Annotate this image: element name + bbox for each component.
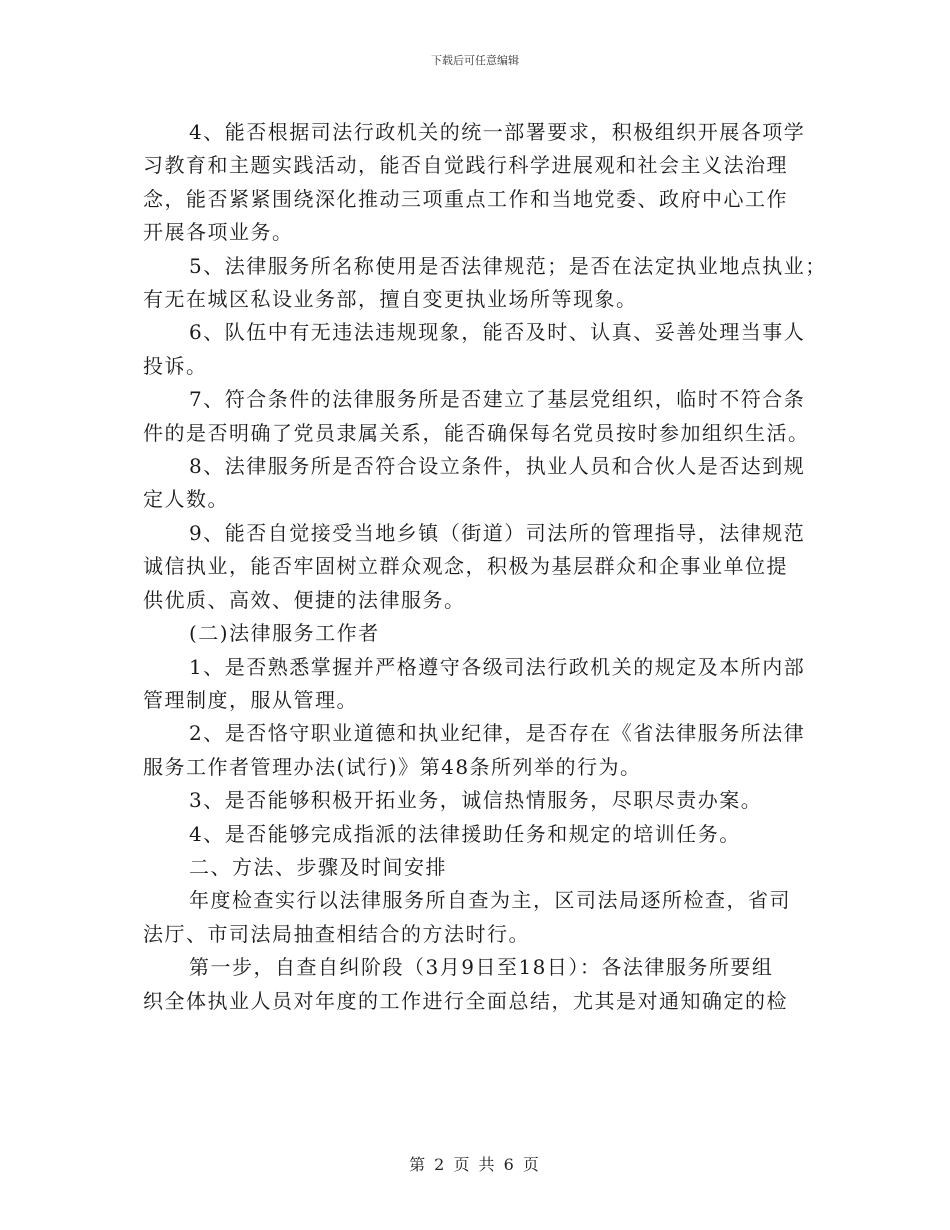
text-line: 件的是否明确了党员隶属关系，能否确保每名党员按时参加组织生活。: [143, 420, 810, 445]
paragraph: [143, 784, 833, 817]
text-line: 2、是否恪守职业道德和执业纪律，是否存在《省法律服务所法律: [189, 721, 806, 746]
paragraph: [143, 316, 833, 383]
text-line: 诚信执业，能否牢固树立群众观念，积极为基层群众和企事业单位提: [143, 554, 788, 579]
text-line: 织全体执业人员对年度的工作进行全面总结，尤其是对通知确定的检: [143, 988, 788, 1013]
text-line: 9、能否自觉接受当地乡镇（街道）司法所的管理指导，法律规范: [189, 520, 806, 545]
text-line: 5、法律服务所名称使用是否法律规范；是否在法定执业地点执业；: [189, 253, 827, 278]
text-line: 第一步，自查自纠阶段（3月9日至18日）：各法律服务所要组: [189, 955, 774, 980]
paragraph: [143, 116, 833, 250]
paragraph: [143, 651, 833, 718]
text-line: 1、是否熟悉掌握并严格遵守各级司法行政机关的规定及本所内部: [189, 654, 806, 679]
text-line: 二、方法、步骤及时间安排: [189, 854, 447, 879]
paragraph: [143, 884, 833, 951]
paragraph: [143, 851, 833, 884]
text-line: 年度检查实行以法律服务所自查为主，区司法局逐所检查，省司: [189, 888, 791, 913]
text-line: 3、是否能够积极开拓业务，诚信热情服务，尽职尽责办案。: [189, 788, 763, 813]
text-line: 服务工作者管理办法(试行)》第48条所列举的行为。: [143, 754, 642, 779]
text-line: 投诉。: [143, 353, 208, 378]
text-line: 有无在城区私设业务部，擅自变更执业场所等现象。: [143, 287, 638, 312]
paragraph: [143, 250, 833, 317]
paragraph: [143, 951, 833, 1018]
text-line: 4、是否能够完成指派的法律援助任务和规定的培训任务。: [189, 821, 741, 846]
text-line: 6、队伍中有无违法违规现象，能否及时、认真、妥善处理当事人: [189, 320, 806, 345]
page-number-footer: 第 2 页 共 6 页: [409, 1155, 541, 1174]
paragraph: [143, 383, 833, 450]
text-line: 8、法律服务所是否符合设立条件，执业人员和合伙人是否达到规: [189, 454, 806, 479]
text-line: 供优质、高效、便捷的法律服务。: [143, 587, 466, 612]
paragraph: [143, 517, 833, 617]
paragraph: [143, 617, 833, 650]
text-line: 开展各项业务。: [143, 220, 294, 245]
document-body: [143, 116, 833, 1018]
text-line: (二)法律服务工作者: [189, 621, 380, 646]
text-line: 念，能否紧紧围绕深化推动三项重点工作和当地党委、政府中心工作: [143, 186, 788, 211]
text-line: 法厅、市司法局抽查相结合的方法时行。: [143, 921, 530, 946]
text-line: 定人数。: [143, 487, 229, 512]
text-line: 习教育和主题实践活动，能否自觉践行科学进展观和社会主义法治理: [143, 153, 788, 178]
paragraph: [143, 717, 833, 784]
text-line: 4、能否根据司法行政机关的统一部署要求，积极组织开展各项学: [189, 120, 806, 144]
page-header: 下载后可任意编辑: [431, 54, 519, 67]
text-line: 管理制度，服从管理。: [143, 687, 358, 712]
paragraph: [143, 450, 833, 517]
text-line: 7、符合条件的法律服务所是否建立了基层党组织，临时不符合条: [189, 387, 806, 412]
paragraph: [143, 818, 833, 851]
